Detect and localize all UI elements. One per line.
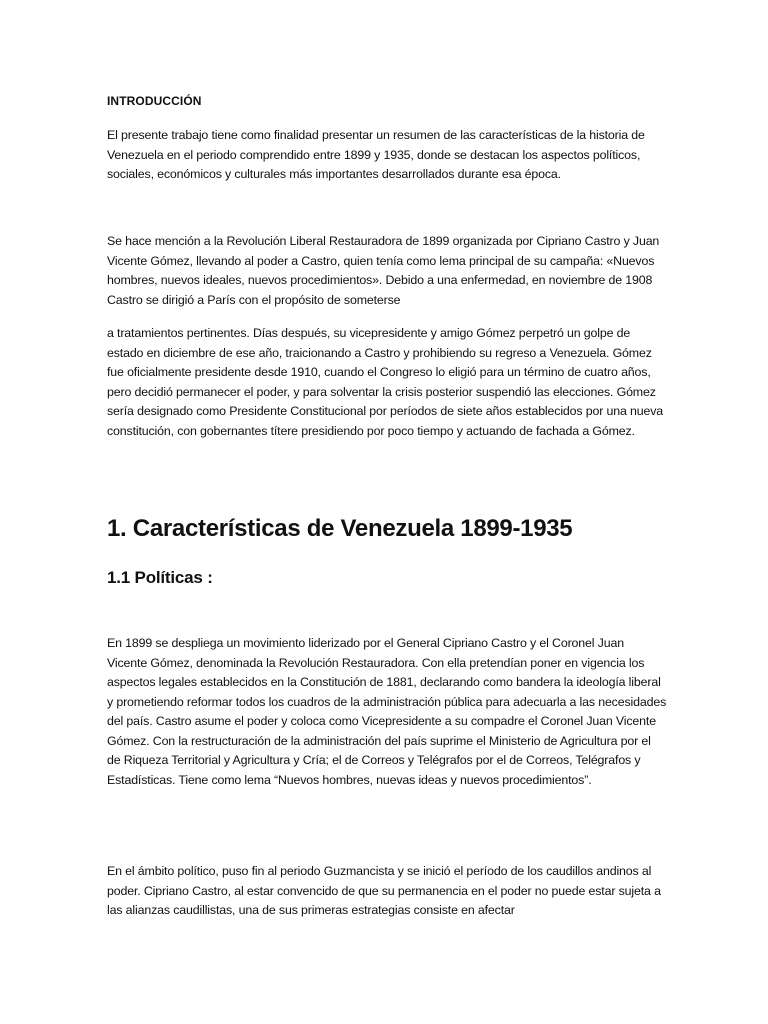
section-paragraph: En 1899 se despliega un movimiento liderizado por el General Cipriano Castro y el Coronel Juan Vicente Gómez, denominada la Revolución Restauradora. Con ella pretendían poner en vigencia los aspectos legales establecidos en la Constitución de 1881, declarando como bandera la ideología liberal y prometiendo reformar todos los cuadros de la administración pública para adecuarla a las necesidades del país. Castro asume el poder y coloca como Vicepresidente a su compadre el Coronel Juan Vicente Gómez. Con la restructuración de la administración del país suprime el Ministerio de Agricultura por el de Riqueza Territorial y Agricultura y Cría; el de Correos y Telégrafos por el de Correos, Telégrafos y Estadísticas. Tiene como lema “Nuevos hombres, nuevas ideas y nuevos procedimientos”.	[107, 636, 667, 787]
subsection-heading: 1.1 Políticas :	[107, 568, 213, 587]
section-heading: 1. Características de Venezuela 1899-1935	[107, 515, 573, 542]
intro-paragraph: El presente trabajo tiene como finalidad presentar un resumen de las características de la historia de Venezuela en el periodo comprendido entre 1899 y 1935, donde se destacan los aspectos políticos, sociales, económicos y culturales más importantes desarrollados durante esa época.	[107, 128, 645, 181]
section-paragraph: En el ámbito político, puso fin al periodo Guzmancista y se inició el período de los caudillos andinos al poder. Cipriano Castro, al estar convencido de que su permanencia en el poder no puede estar sujeta a las alianzas caudillistas, una de sus primeras estrategias consiste en afectar	[107, 864, 661, 917]
intro-heading: INTRODUCCIÓN	[107, 94, 202, 108]
intro-paragraph: Se hace mención a la Revolución Liberal Restauradora de 1899 organizada por Cipriano Castro y Juan Vicente Gómez, llevando al poder a Castro, quien tenía como lema principal de su campaña: «Nuevos hombres, nuevos ideales, nuevos procedimientos». Debido a una enfermedad, en noviembre de 1908 Castro se dirigió a París con el propósito de someterse	[107, 234, 660, 307]
intro-paragraph: a tratamientos pertinentes. Días después, su vicepresidente y amigo Gómez perpetró un golpe de estado en diciembre de ese año, traicionando a Castro y prohibiendo su regreso a Venezuela. Gómez fue oficialmente presidente desde 1910, cuando el Congreso lo eligió para un término de cuatro años, pero decidió permanecer el poder, y para solventar la crisis posterior suspendió las elecciones. Gómez sería designado como Presidente Constitucional por períodos de siete años establecidos por una nueva constitución, con gobernantes títere presidiendo por poco tiempo y actuando de fachada a Gómez.	[107, 326, 664, 438]
